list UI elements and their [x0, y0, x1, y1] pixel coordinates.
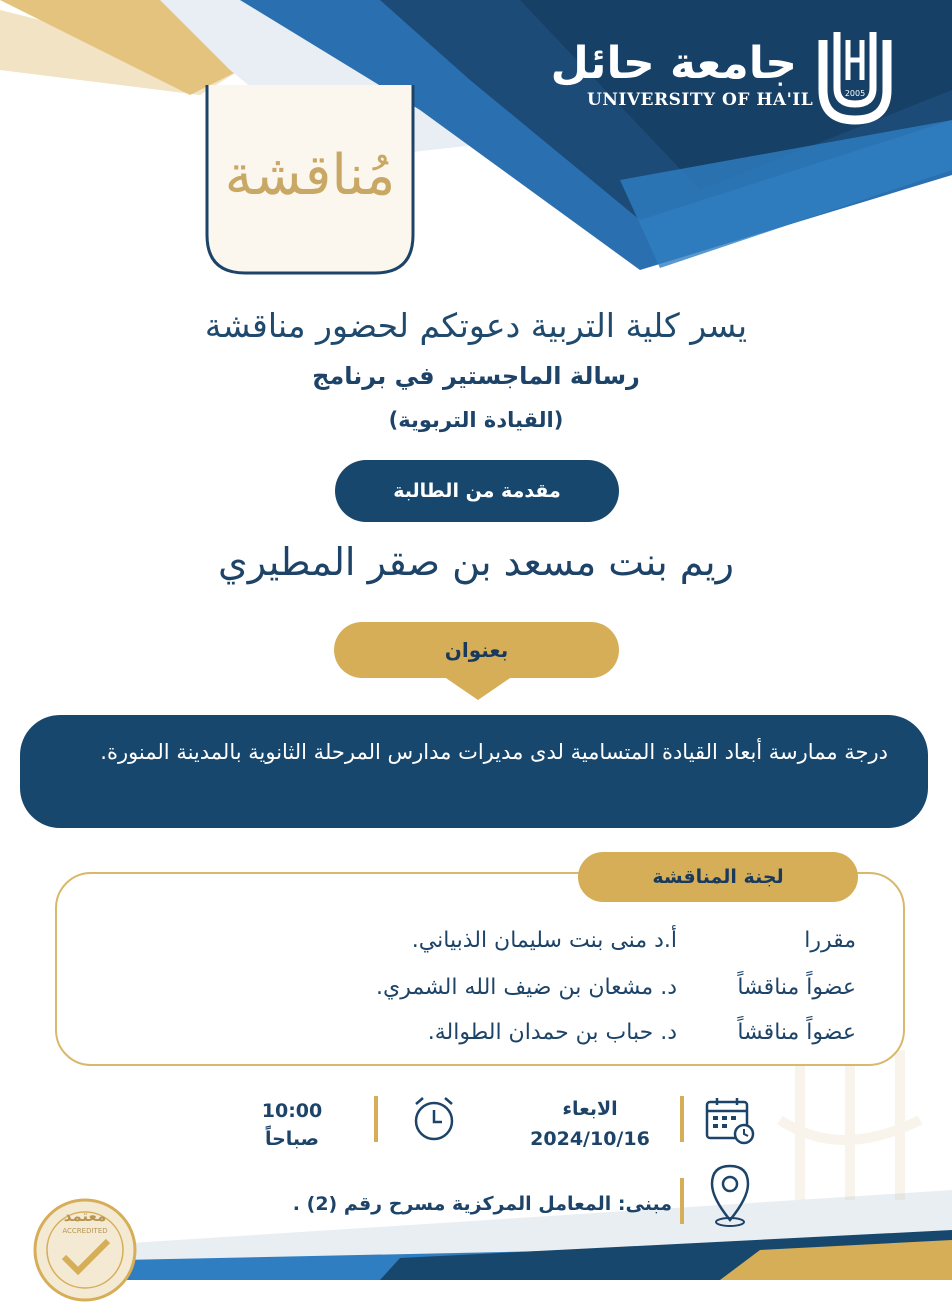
logo-year: 2005	[844, 89, 866, 98]
university-name-arabic: جامعة حائل	[550, 38, 797, 89]
member-role: عضواً مناقشاً	[737, 975, 856, 1000]
committee-member	[428, 1020, 856, 1045]
event-time: 10:00	[261, 1100, 323, 1122]
member-name: أ.د منى بنت سليمان الذبياني.	[411, 928, 677, 953]
program-name: (القيادة التربوية)	[388, 408, 564, 432]
university-logo	[550, 18, 925, 138]
program-line: رسالة الماجستير في برنامج	[312, 362, 640, 390]
member-name: د. حباب بن حمدان الطوالة.	[427, 1020, 677, 1045]
committee-member	[376, 975, 856, 1000]
university-name-english: UNIVERSITY OF HA'IL	[587, 90, 814, 110]
event-date: 2024/10/16	[530, 1128, 650, 1150]
seal-english: ACCREDITED	[62, 1227, 108, 1235]
thesis-title-box	[20, 715, 928, 828]
divider	[680, 1178, 684, 1224]
member-role: عضواً مناقشاً	[737, 1020, 856, 1045]
thesis-title: درجة ممارسة أبعاد القيادة المتسامية لدى مديرات مدارس المرحلة الثانوية بالمدينة المنورة.	[100, 740, 888, 764]
accreditation-seal	[30, 1195, 140, 1305]
student-name: ريم بنت مسعد بن صقر المطيري	[218, 540, 734, 584]
divider	[680, 1096, 684, 1142]
divider	[374, 1096, 378, 1142]
calendar-icon	[704, 1096, 756, 1146]
invitation-line: يسر كلية التربية دعوتكم لحضور مناقشة	[204, 306, 748, 345]
committee-label: لجنة المناقشة	[578, 852, 858, 902]
member-role: مقررا	[804, 928, 856, 953]
title-label-pointer	[440, 674, 516, 700]
title-label: بعنوان	[334, 622, 619, 678]
badge-title: مُناقشة	[224, 143, 396, 208]
location-pin-icon	[708, 1162, 752, 1230]
alarm-clock-icon	[410, 1094, 458, 1144]
event-day: الابعاء	[562, 1098, 618, 1120]
event-location: مبنى: المعامل المركزية مسرح رقم (2) .	[292, 1193, 672, 1215]
seal-arabic: معتمد	[63, 1207, 107, 1225]
university-emblem-icon	[805, 20, 905, 130]
event-period: صباحاً	[264, 1128, 320, 1150]
member-name: د. مشعان بن ضيف الله الشمري.	[375, 975, 677, 1000]
discussion-badge	[205, 85, 415, 275]
presented-by-label: مقدمة من الطالبة	[335, 460, 619, 522]
committee-member	[412, 928, 856, 953]
